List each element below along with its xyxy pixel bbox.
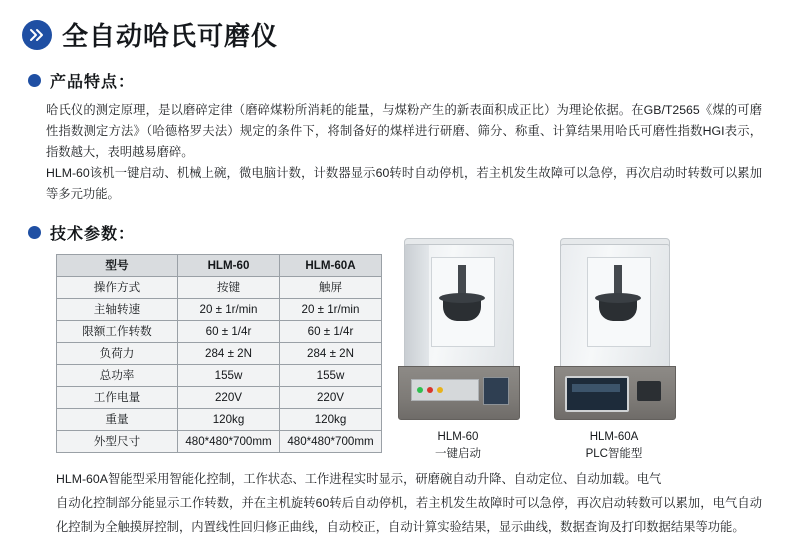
- row-value-hlm60: 220V: [178, 387, 280, 409]
- description-block: [56, 467, 762, 539]
- indicator-led-green: [417, 387, 423, 393]
- machine-subtitle: PLC智能型: [585, 448, 643, 460]
- spec-area: [0, 250, 798, 460]
- table-row: [57, 431, 382, 453]
- features-paragraph-1: 哈氏仪的测定原理，是以磨碎定律（磨碎煤粉所消耗的能量，与煤粉产生的新表面积成正比）为理论依据。在GB/T2565《煤的可磨性指数测定方法》（哈德格罗夫法）规定的条件下，将制备好的煤样进行研磨、筛分、称重、计算结果用哈氏可磨性指数HGI表示，指数越大，表明越易磨碎。: [46, 103, 762, 159]
- machine-gallery: [398, 244, 674, 463]
- section-title-features: 产品特点：: [50, 74, 136, 91]
- page-title-row: [0, 0, 798, 53]
- row-value-hlm60a: 20 ± 1r/min: [280, 299, 382, 321]
- machine-hlm60-caption: [398, 429, 518, 463]
- row-value-hlm60a: 284 ± 2N: [280, 343, 382, 365]
- machine-hlm60-image: [398, 244, 518, 419]
- machine-body: [404, 244, 514, 374]
- row-value-hlm60: 480*480*700mm: [178, 431, 280, 453]
- row-label: 限额工作转数: [57, 321, 178, 343]
- machine-hlm60: [398, 244, 518, 463]
- machine-hlm60a: [554, 244, 674, 463]
- table-row: [57, 365, 382, 387]
- indicator-led-yellow: [437, 387, 443, 393]
- table-row: [57, 299, 382, 321]
- row-label: 操作方式: [57, 277, 178, 299]
- row-value-hlm60: 20 ± 1r/min: [178, 299, 280, 321]
- machine-name: HLM-60: [437, 431, 479, 443]
- row-value-hlm60: 284 ± 2N: [178, 343, 280, 365]
- machine-name: HLM-60A: [589, 431, 639, 443]
- table-col-header-model: 型号: [57, 255, 178, 277]
- machine-hlm60a-image: [554, 244, 674, 419]
- page-title: 全自动哈氏可磨仪: [62, 21, 279, 51]
- table-header-row: [57, 255, 382, 277]
- bullet-dot-icon: [28, 226, 41, 239]
- table-row: [57, 321, 382, 343]
- machine-body: [560, 244, 670, 374]
- row-value-hlm60a: 触屏: [280, 277, 382, 299]
- machine-subtitle: 一键启动: [435, 448, 481, 460]
- description-paragraph-2: 自动化控制部分能显示工作转数，并在主机旋转60转后自动停机，若主机发生故障时可以急停，再次启动转数可以累加，电气自动化控制为全触摸屏控制，内置线性回归修正曲线，自动校正，自动计算实验结果，显示曲线，数据查询及打印数据结果等功能。: [56, 496, 762, 534]
- table-row: [57, 277, 382, 299]
- machine-control-knob: [637, 381, 661, 401]
- table-col-header-hlm60a: HLM-60A: [280, 255, 382, 277]
- indicator-led-red: [427, 387, 433, 393]
- machine-base: [398, 366, 520, 420]
- row-label: 工作电量: [57, 387, 178, 409]
- machine-grinding-bowl: [599, 299, 637, 321]
- row-value-hlm60a: 120kg: [280, 409, 382, 431]
- row-label: 主轴转速: [57, 299, 178, 321]
- machine-touchscreen: [565, 376, 629, 412]
- row-value-hlm60a: 480*480*700mm: [280, 431, 382, 453]
- machine-base: [554, 366, 676, 420]
- row-value-hlm60: 155w: [178, 365, 280, 387]
- section-header-features: [0, 69, 798, 92]
- row-label: 负荷力: [57, 343, 178, 365]
- features-paragraph-2: HLM-60该机一键启动、机械上碗，微电脑计数，计数器显示60转时自动停机，若主机发生故障可以急停，再次启动时转数可以累加等多元功能。: [46, 166, 762, 201]
- machine-grinding-bowl: [443, 299, 481, 321]
- table-row: [57, 387, 382, 409]
- row-value-hlm60a: 155w: [280, 365, 382, 387]
- machine-button-panel: [411, 379, 479, 401]
- row-value-hlm60: 60 ± 1/4r: [178, 321, 280, 343]
- table-row: [57, 409, 382, 431]
- spec-table: [56, 254, 382, 453]
- features-paragraphs: [46, 100, 762, 205]
- description-paragraph-1: HLM-60A智能型采用智能化控制，工作状态、工作进程实时显示，研磨碗自动升降、自动定位、自动加载。电气: [56, 472, 662, 486]
- row-value-hlm60: 120kg: [178, 409, 280, 431]
- section-header-specs: [0, 221, 798, 244]
- row-value-hlm60: 按键: [178, 277, 280, 299]
- row-value-hlm60a: 220V: [280, 387, 382, 409]
- row-value-hlm60a: 60 ± 1/4r: [280, 321, 382, 343]
- table-col-header-hlm60: HLM-60: [178, 255, 280, 277]
- row-label: 外型尺寸: [57, 431, 178, 453]
- section-title-specs: 技术参数：: [50, 226, 136, 243]
- spec-table-wrap: [56, 254, 382, 453]
- bullet-dot-icon: [28, 74, 41, 87]
- machine-hlm60a-caption: [554, 429, 674, 463]
- machine-counter-display: [483, 377, 509, 405]
- row-label: 重量: [57, 409, 178, 431]
- double-chevron-right-icon: [22, 20, 52, 50]
- row-label: 总功率: [57, 365, 178, 387]
- table-row: [57, 343, 382, 365]
